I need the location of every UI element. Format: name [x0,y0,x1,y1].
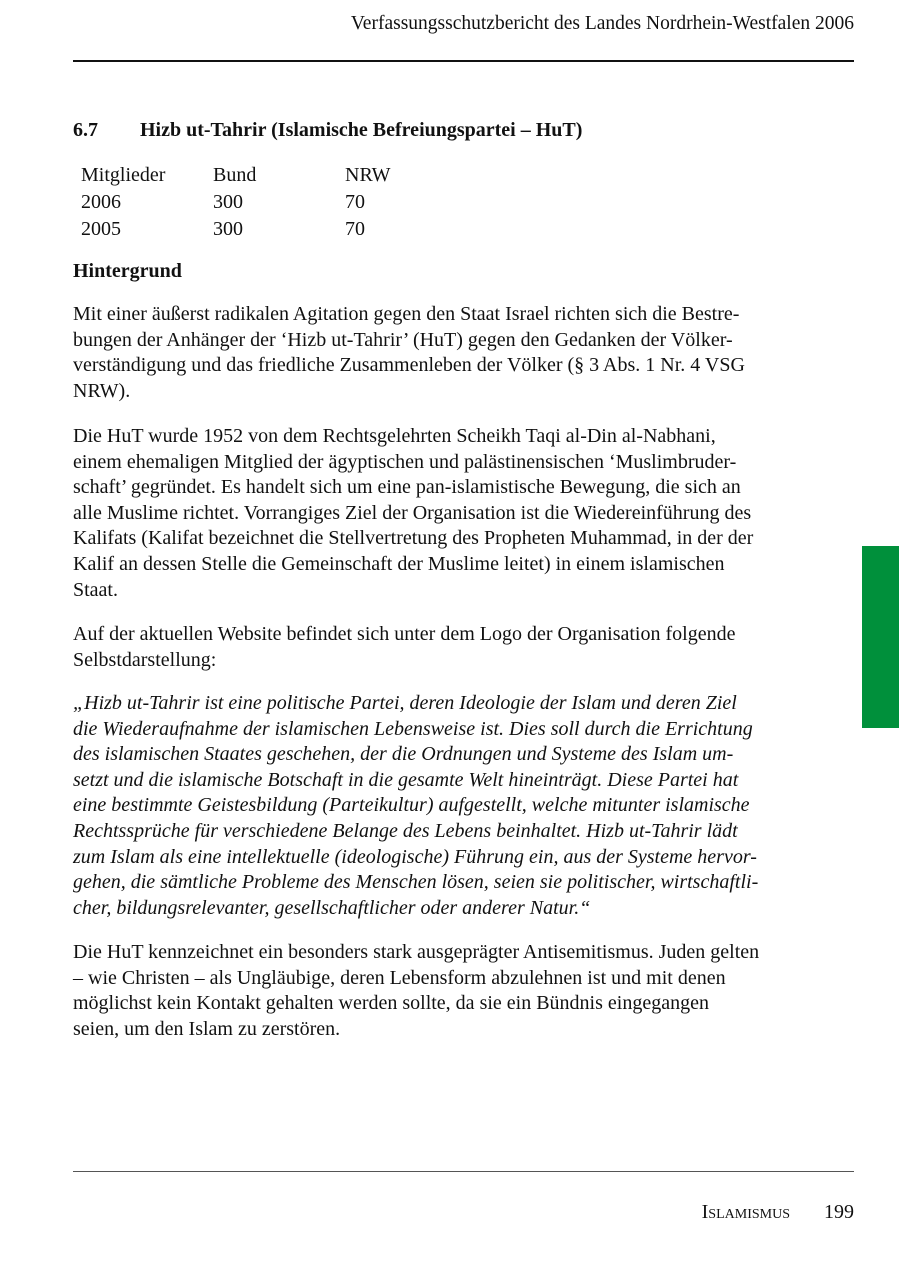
table-cell: 70 [345,191,365,213]
table-header-cell: Mitglieder [81,164,166,186]
text-line: des islamischen Staates geschehen, der die Ordnungen und Systeme des Islam um- [73,743,734,766]
subheading-hintergrund: Hintergrund [73,260,182,282]
table-cell: 300 [213,191,243,213]
table-row [73,216,391,243]
table-header-cell: Bund [213,164,257,186]
text-line: Kalifats (Kalifat bezeichnet die Stellvertretung des Propheten Muhammad, in der der [73,527,754,550]
text-line: Selbstdarstellung: [73,648,217,671]
text-line: Mit einer äußerst radikalen Agitation gegen den Staat Israel richten sich die Bestre- [73,303,740,325]
header-divider [73,60,854,62]
text-line: „Hizb ut-Tahrir ist eine politische Partei, deren Ideologie der Islam und deren Ziel [73,692,737,714]
table-cell: 300 [213,218,243,240]
text-line: möglichst kein Kontakt gehalten werden sollte, da sie ein Bündnis eingegangen [73,992,709,1015]
page-number: 199 [824,1201,854,1223]
text-line: Auf der aktuellen Website befindet sich unter dem Logo der Organisation folgende [73,623,736,645]
text-line: seien, um den Islam zu zerstören. [73,1017,341,1040]
text-line: schaft’ gegründet. Es handelt sich um eine pan-islamistische Bewegung, die sich an [73,476,741,499]
paragraph-2 [73,424,833,603]
text-line: cher, bildungsrelevanter, gesellschaftlicher oder anderer Natur.“ [73,896,591,919]
text-line: setzt und die islamische Botschaft in die gesamte Welt hineinträgt. Diese Partei hat [73,768,739,791]
text-line: einem ehemaligen Mitglied der ägyptischen und palästinensischen ‘Muslimbruder- [73,450,737,473]
table-header-cell: NRW [345,164,391,186]
text-line: gehen, die sämtliche Probleme des Menschen lösen, seien sie politischer, wirtschaftli- [73,871,759,894]
table-cell: 2006 [81,191,121,213]
paragraph-1 [73,302,833,404]
paragraph-4 [73,940,833,1042]
table-cell: 2005 [81,218,121,240]
running-header: Verfassungsschutzbericht des Landes Nordrhein-Westfalen 2006 [350,13,854,34]
footer-section-label: Islamismus [701,1201,790,1223]
text-line: zum Islam als eine intellektuelle (ideologische) Führung ein, aus der Systeme hervor- [73,845,757,868]
text-line: NRW). [73,379,131,402]
text-line: bungen der Anhänger der ‘Hizb ut-Tahrir’ (HuT) gegen den Gedanken der Völker- [73,328,733,351]
table-cell: 70 [345,218,365,240]
text-line: eine bestimmte Geistesbildung (Parteikultur) aufgestellt, welche mitunter islamische [73,794,750,817]
text-line: Kalif an dessen Stelle die Gemeinschaft der Muslime leitet) in einem islamischen [73,552,725,575]
text-line: die Wiederaufnahme der islamischen Lebensweise ist. Dies soll durch die Errichtung [73,717,753,740]
text-line: alle Muslime richtet. Vorrangiges Ziel der Organisation ist die Wiedereinführung des [73,501,752,524]
table-header-row [73,162,391,189]
chapter-thumb-tab [862,546,899,728]
section-heading [73,117,582,143]
paragraph-3 [73,622,833,673]
quote-paragraph [73,691,833,921]
text-line: Rechtssprüche für verschiedene Belange des Lebens beinhaltet. Hizb ut-Tahrir lädt [73,819,738,842]
text-line: verständigung und das friedliche Zusammenleben der Völker (§ 3 Abs. 1 Nr. 4 VSG [73,354,745,377]
footer-divider [73,1171,854,1172]
table-row [73,189,391,216]
text-line: Die HuT wurde 1952 von dem Rechtsgelehrten Scheikh Taqi al-Din al-Nabhani, [73,425,716,447]
text-line: Die HuT kennzeichnet ein besonders stark ausgeprägter Antisemitismus. Juden gelten [73,941,760,963]
members-table [73,162,391,243]
text-line: Staat. [73,578,118,601]
text-line: – wie Christen – als Ungläubige, deren Lebensform abzulehnen ist und mit denen [73,966,726,989]
section-number: 6.7 [73,119,98,141]
section-title: Hizb ut-Tahrir (Islamische Befreiungspartei – HuT) [140,119,583,141]
